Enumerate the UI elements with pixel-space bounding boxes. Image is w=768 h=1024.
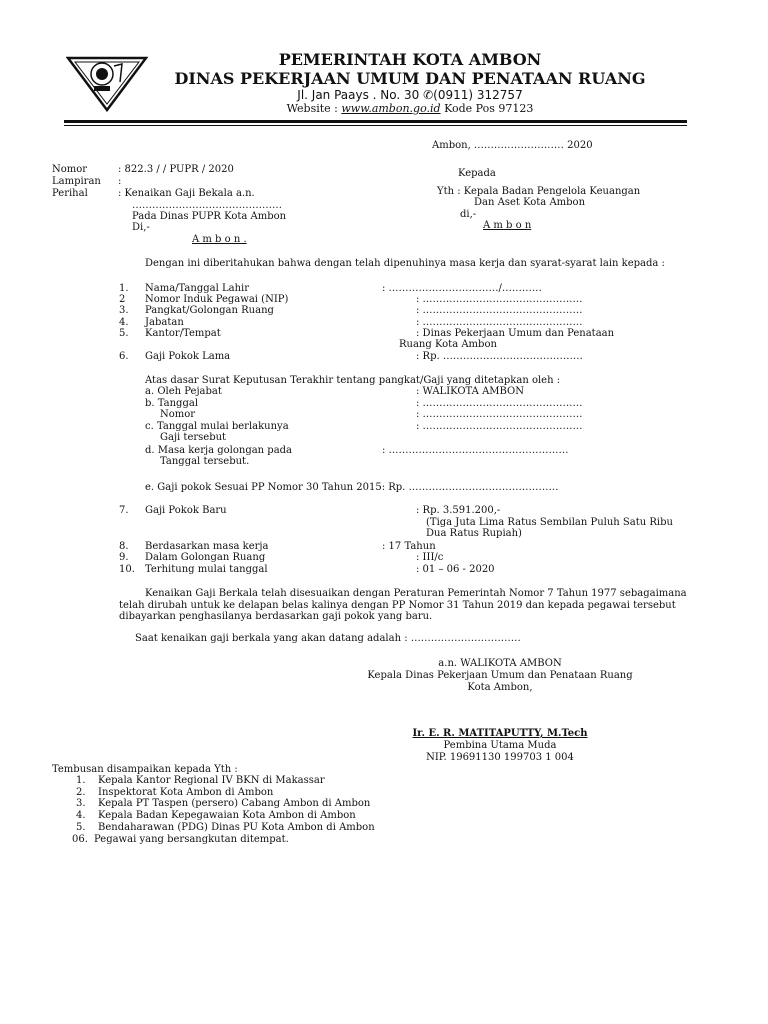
field-3-value: : ………………………………………… [416, 305, 583, 316]
basis-d-value: : ……………………………………………… [382, 445, 569, 456]
website-line [150, 102, 670, 115]
postcode: Kode Pos 97123 [440, 102, 534, 115]
cc-item-no: 06. [72, 834, 88, 845]
perihal-line4: A m b o n . [192, 234, 247, 245]
signature-title: Kepala Dinas Pekerjaan Umum dan Penataan Ruang [367, 670, 633, 681]
basis-a-label: a. Oleh Pejabat [145, 386, 222, 397]
cc-item-text: Bendaharawan (PDG) Dinas PU Kota Ambon di Ambon [98, 822, 375, 833]
basis-e-line: e. Gaji pokok Sesuai PP Nomor 30 Tahun 2015: Rp. ……………………………………… [145, 482, 559, 493]
dept-address: Jl. Jan Paays . No. 30 ✆(0911) 312757 [297, 88, 523, 102]
header-divider-thick [64, 120, 687, 123]
header-divider-thin [64, 125, 687, 126]
field-10-no: 10. [119, 564, 135, 575]
basis-b-label2: Nomor [160, 409, 196, 420]
recipient-line4: A m b o n [483, 220, 532, 231]
field-6-label: Gaji Pokok Lama [145, 351, 231, 362]
perihal-dots: ……………………………………… [132, 200, 282, 211]
cc-item-no: 5. [76, 822, 86, 833]
perihal-label: Perihal [52, 188, 88, 199]
field-3-no: 3. [119, 305, 129, 316]
website-label: Website : [286, 102, 342, 115]
field-4-label: Jabatan [145, 317, 184, 328]
intro-text: Dengan ini diberitahukan bahwa dengan telah dipenuhinya masa kerja dan syarat-syarat lain kepada : [145, 258, 665, 269]
cc-item-no: 4. [76, 810, 86, 821]
dept-name: DINAS PEKERJAAN UMUM DAN PENATAAN RUANG [174, 69, 646, 88]
recipient-yth: Yth : Kepala Badan Pengelola Keuangan [437, 186, 641, 197]
field-7-value: : Rp. 3.591.200,- [416, 505, 501, 516]
basis-b-label: b. Tanggal [145, 398, 199, 409]
basis-c-label: c. Tanggal mulai berlakunya [145, 421, 289, 432]
basis-a-value: : WALIKOTA AMBON [416, 386, 525, 397]
signatory-nip: NIP. 19691130 199703 1 004 [426, 752, 574, 763]
field-1-label: Nama/Tanggal Lahir [145, 283, 249, 294]
date-place: Ambon, ……………………… 2020 [432, 140, 593, 151]
basis-b-value: : ………………………………………… [416, 398, 583, 409]
perihal-line3: Di,- [132, 222, 150, 233]
field-4-value: : ………………………………………… [416, 317, 583, 328]
field-3-label: Pangkat/Golongan Ruang [145, 305, 274, 316]
cc-item-text: Inspektorat Kota Ambon di Ambon [98, 787, 274, 798]
field-8-no: 8. [119, 541, 129, 552]
closing-p2: Saat kenaikan gaji berkala yang akan datang adalah : …………………………… [135, 633, 521, 644]
field-7-label: Gaji Pokok Baru [145, 505, 227, 516]
closing-p1-line1: Kenaikan Gaji Berkala telah disesuaikan dengan Peraturan Pemerintah Nomor 7 Tahun 1977 sebagaimana [145, 588, 687, 599]
field-6-value: : Rp. …………………………………… [416, 351, 583, 362]
field-8-value: : 17 Tahun [382, 541, 436, 552]
website-link[interactable]: www.ambon.go.id [341, 102, 441, 115]
basis-c-value: : ………………………………………… [416, 421, 583, 432]
field-9-label: Dalam Golongan Ruang [145, 552, 266, 563]
field-5-no: 5. [119, 328, 129, 339]
field-1-value: : ……………………………/………… [382, 283, 542, 294]
basis-intro: Atas dasar Surat Keputusan Terakhir tentang pangkat/Gaji yang ditetapkan oleh : [145, 375, 561, 386]
field-5-label: Kantor/Tempat [145, 328, 221, 339]
closing-p1-line3: dibayarkan penghasilanya berdasarkan gaji pokok yang baru. [119, 611, 433, 622]
basis-c-label2: Gaji tersebut [160, 432, 227, 443]
perihal-line2: Pada Dinas PUPR Kota Ambon [132, 211, 287, 222]
nomor-label: Nomor [52, 164, 88, 175]
cc-item-no: 2. [76, 787, 86, 798]
field-7-words2: Dua Ratus Rupiah) [426, 528, 522, 539]
recipient-line3: di,- [460, 209, 477, 220]
kepada-label: Kepada [458, 168, 496, 179]
recipient-line2: Dan Aset Kota Ambon [474, 197, 586, 208]
signature-an: a.n. WALIKOTA AMBON [438, 658, 562, 669]
field-2-no: 2 [119, 294, 126, 305]
field-2-value: : ………………………………………… [416, 294, 583, 305]
field-6-no: 6. [119, 351, 129, 362]
field-9-no: 9. [119, 552, 129, 563]
cc-item-no: 3. [76, 798, 86, 809]
cc-item-text: Kepala PT Taspen (persero) Cabang Ambon di Ambon [98, 798, 371, 809]
cc-item-text: Kepala Badan Kepegawaian Kota Ambon di Ambon [98, 810, 356, 821]
field-4-no: 4. [119, 317, 129, 328]
field-7-words1: (Tiga Juta Lima Ratus Sembilan Puluh Satu Ribu [426, 517, 673, 528]
closing-p1-line2: telah dirubah untuk ke delapan belas kalinya dengan PP Nomor 31 Tahun 2019 dan kepada pegawai tersebut [119, 600, 676, 611]
field-1-no: 1. [119, 283, 129, 294]
lampiran-label: Lampiran [52, 176, 101, 187]
field-2-label: Nomor Induk Pegawai (NIP) [145, 294, 289, 305]
signatory-rank: Pembina Utama Muda [443, 740, 557, 751]
perihal-value: : Kenaikan Gaji Bekala a.n. [118, 188, 255, 199]
nomor-value: : 822.3 / / PUPR / 2020 [118, 164, 234, 175]
basis-b-value2: : ………………………………………… [416, 409, 583, 420]
cc-item-text: Pegawai yang bersangkutan ditempat. [94, 834, 289, 845]
field-10-label: Terhitung mulai tanggal [145, 564, 268, 575]
signatory-name: Ir. E. R. MATITAPUTTY, M.Tech [412, 728, 588, 739]
cc-title: Tembusan disampaikan kepada Yth : [52, 764, 238, 775]
field-10-value: : 01 – 06 - 2020 [416, 564, 495, 575]
field-7-no: 7. [119, 505, 129, 516]
field-9-value: : III/c [416, 552, 444, 563]
lampiran-value: : [118, 176, 122, 187]
cc-item-no: 1. [76, 775, 86, 786]
basis-d-label: d. Masa kerja golongan pada [145, 445, 293, 456]
field-5-value-cont: Ruang Kota Ambon [399, 339, 497, 350]
city-seal-logo-icon [66, 52, 148, 112]
field-8-label: Berdasarkan masa kerja [145, 541, 269, 552]
basis-d-label2: Tanggal tersebut. [160, 456, 250, 467]
field-5-value: : Dinas Pekerjaan Umum dan Penataan [416, 328, 615, 339]
cc-item-text: Kepala Kantor Regional IV BKN di Makassar [98, 775, 325, 786]
signature-city: Kota Ambon, [467, 682, 533, 693]
gov-name: PEMERINTAH KOTA AMBON [278, 50, 542, 69]
